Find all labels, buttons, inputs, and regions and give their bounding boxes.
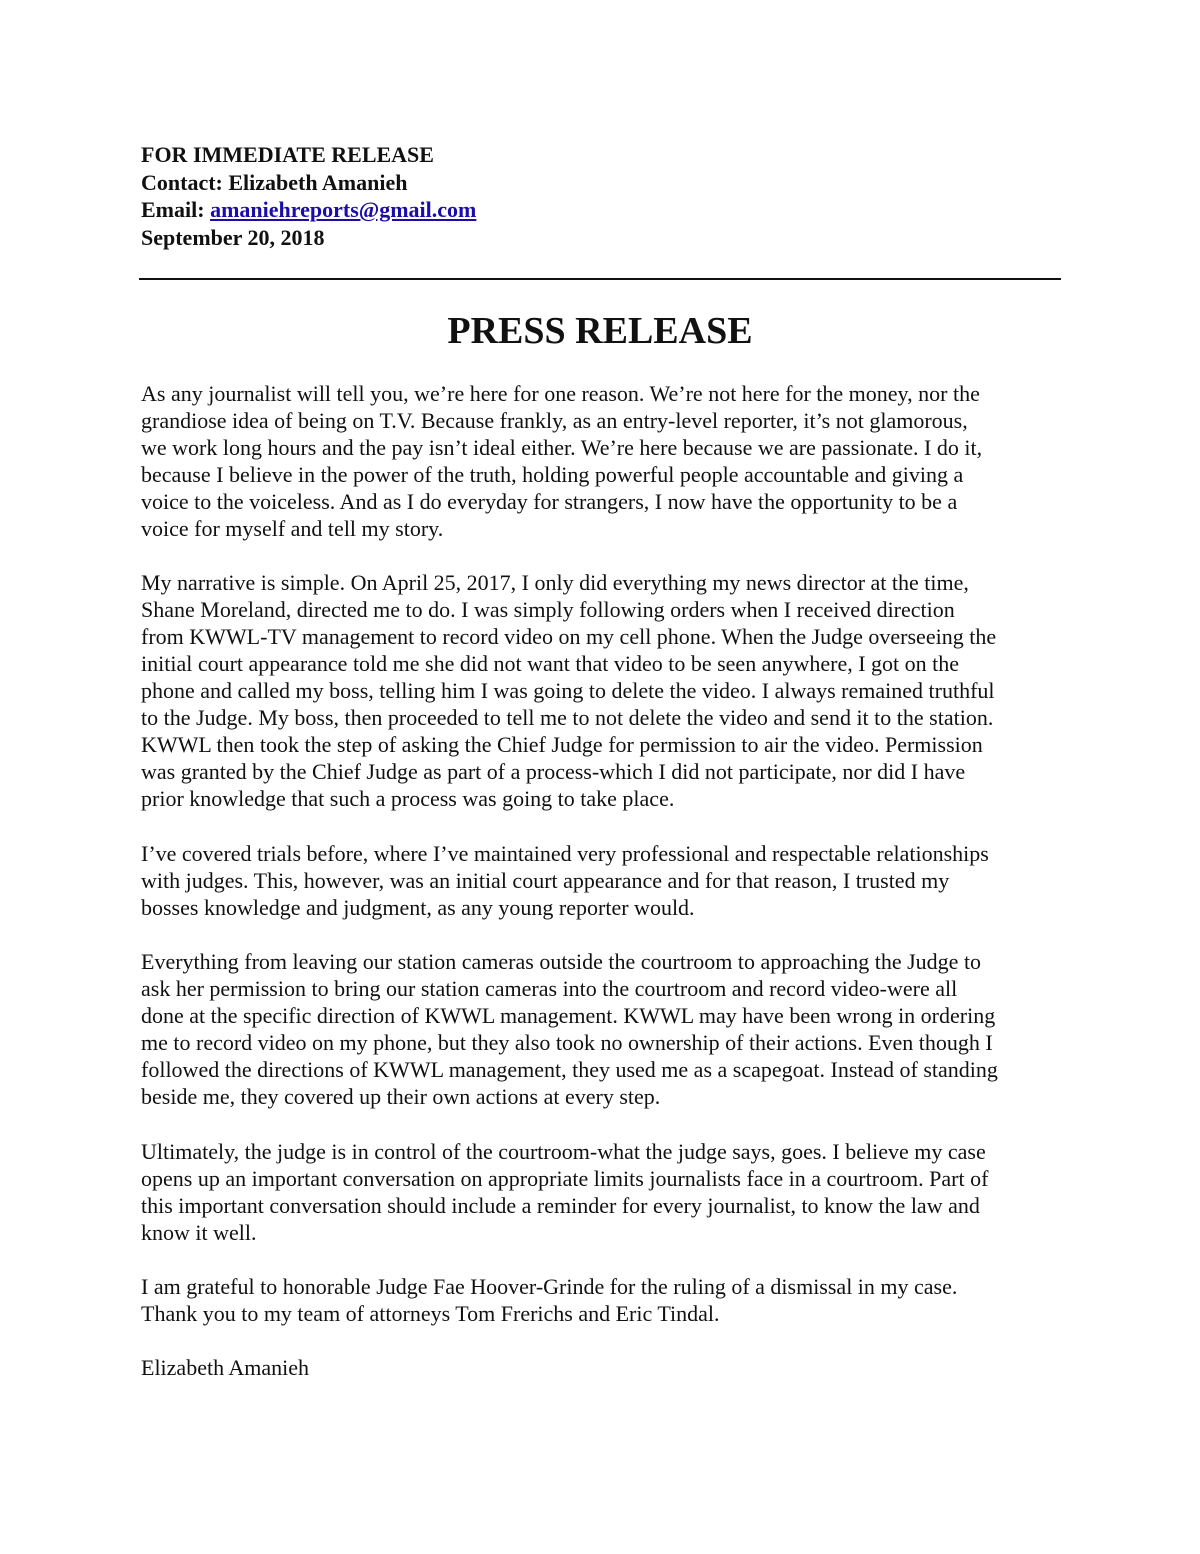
paragraph-line: followed the directions of KWWL management, they used me as a scapegoat. Instead of standing (141, 1057, 998, 1082)
email-link[interactable]: amaniehreports@gmail.com (210, 197, 477, 222)
paragraph-line: I am grateful to honorable Judge Fae Hoover-Grinde for the ruling of a dismissal in my case. (141, 1274, 958, 1299)
signature: Elizabeth Amanieh (141, 1355, 309, 1380)
paragraph-line: because I believe in the power of the truth, holding powerful people accountable and giving a (141, 462, 964, 487)
paragraph-line: with judges. This, however, was an initial court appearance and for that reason, I trusted my (141, 868, 950, 893)
paragraph-3 (141, 840, 1066, 921)
paragraph-line: initial court appearance told me she did not want that video to be seen anywhere, I got on the (141, 651, 960, 676)
paragraph-line: I’ve covered trials before, where I’ve maintained very professional and respectable relationships (141, 841, 989, 866)
release-notice: FOR IMMEDIATE RELEASE (141, 142, 434, 167)
release-date: September 20, 2018 (141, 224, 325, 250)
contact-line (141, 169, 476, 197)
paragraph-2 (141, 569, 1066, 812)
paragraph-line: Ultimately, the judge is in control of the courtroom-what the judge says, goes. I believe my case (141, 1139, 986, 1164)
paragraph-line: know it well. (141, 1220, 257, 1245)
paragraph-line: was granted by the Chief Judge as part of a process-which I did not participate, nor did I have (141, 759, 966, 784)
paragraph-line: we work long hours and the pay isn’t ideal either. We’re here because we are passionate. I do it, (141, 435, 983, 460)
paragraph-line: to the Judge. My boss, then proceeded to tell me to not delete the video and send it to the station. (141, 705, 994, 730)
contact-name: Elizabeth Amanieh (228, 169, 408, 195)
paragraph-line: KWWL then took the step of asking the Chief Judge for permission to air the video. Permission (141, 732, 983, 757)
paragraph-line: voice to the voiceless. And as I do everyday for strangers, I now have the opportunity to be a (141, 489, 958, 514)
paragraph-line: this important conversation should include a reminder for every journalist, to know the law and (141, 1193, 980, 1218)
paragraph-line: As any journalist will tell you, we’re here for one reason. We’re not here for the money, nor the (141, 381, 980, 406)
paragraph-1 (141, 380, 1066, 542)
paragraph-line: voice for myself and tell my story. (141, 516, 444, 541)
paragraph-line: phone and called my boss, telling him I was going to delete the video. I always remained truthful (141, 678, 995, 703)
paragraph-line: My narrative is simple. On April 25, 2017, I only did everything my news director at the time, (141, 570, 969, 595)
header-divider (139, 278, 1061, 280)
paragraph-line: opens up an important conversation on appropriate limits journalists face in a courtroom. Part of (141, 1166, 989, 1191)
paragraph-line: prior knowledge that such a process was going to take place. (141, 786, 675, 811)
paragraph-line: bosses knowledge and judgment, as any young reporter would. (141, 895, 695, 920)
paragraph-6 (141, 1273, 1066, 1327)
email-label: Email: (141, 197, 205, 222)
paragraph-5 (141, 1138, 1066, 1246)
paragraph-line: Thank you to my team of attorneys Tom Frerichs and Eric Tindal. (141, 1301, 720, 1326)
paragraph-4 (141, 948, 1066, 1110)
paragraph-line: me to record video on my phone, but they also took no ownership of their actions. Even though I (141, 1030, 993, 1055)
page-title: PRESS RELEASE (447, 310, 753, 352)
paragraph-line: ask her permission to bring our station cameras into the courtroom and record video-were all (141, 976, 958, 1001)
email-line (141, 196, 476, 224)
release-header (141, 141, 476, 251)
paragraph-line: beside me, they covered up their own actions at every step. (141, 1084, 661, 1109)
paragraph-line: done at the specific direction of KWWL management. KWWL may have been wrong in ordering (141, 1003, 996, 1028)
paragraph-line: Shane Moreland, directed me to do. I was simply following orders when I received direction (141, 597, 955, 622)
paragraph-line: Everything from leaving our station cameras outside the courtroom to approaching the Judge to (141, 949, 982, 974)
paragraph-line: from KWWL-TV management to record video on my cell phone. When the Judge overseeing the (141, 624, 997, 649)
paragraph-line: grandiose idea of being on T.V. Because frankly, as an entry-level reporter, it’s not glamorous, (141, 408, 968, 433)
contact-label: Contact: (141, 169, 223, 195)
